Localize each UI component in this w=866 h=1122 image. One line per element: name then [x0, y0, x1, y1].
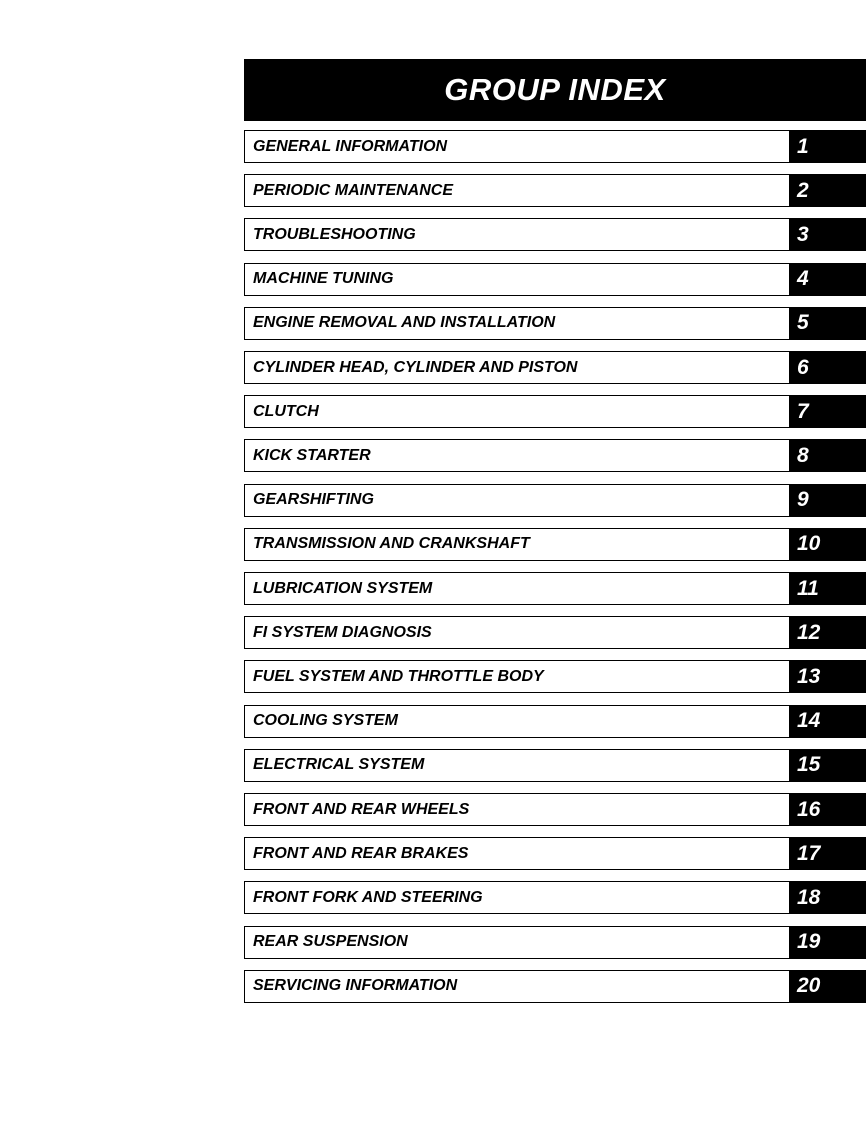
index-number: 3	[797, 222, 809, 246]
index-number-tab	[790, 263, 866, 296]
index-row-clutch[interactable]	[244, 395, 866, 428]
index-row-lubrication[interactable]	[244, 572, 866, 605]
index-number-tab	[790, 395, 866, 428]
index-row-kick-starter[interactable]	[244, 439, 866, 472]
index-number-tab	[790, 660, 866, 693]
index-label: ELECTRICAL SYSTEM	[253, 756, 425, 774]
index-label: FUEL SYSTEM AND THROTTLE BODY	[253, 667, 544, 685]
index-label-box	[244, 174, 790, 207]
index-label-box	[244, 660, 790, 693]
index-label-box	[244, 705, 790, 738]
index-number-tab	[790, 616, 866, 649]
index-number: 9	[797, 488, 809, 512]
index-label-box	[244, 439, 790, 472]
index-row-brakes[interactable]	[244, 837, 866, 870]
index-label: KICK STARTER	[253, 446, 371, 464]
index-label: FRONT AND REAR WHEELS	[253, 800, 470, 818]
index-number: 15	[797, 753, 821, 777]
index-row-fuel-system[interactable]	[244, 660, 866, 693]
index-number: 1	[797, 134, 809, 158]
index-label-box	[244, 793, 790, 826]
index-row-rear-suspension[interactable]	[244, 926, 866, 959]
index-label-box	[244, 218, 790, 251]
index-row-periodic-maintenance[interactable]	[244, 174, 866, 207]
index-label-box	[244, 837, 790, 870]
index-label-box	[244, 970, 790, 1003]
index-label: PERIODIC MAINTENANCE	[253, 181, 454, 199]
index-number-tab	[790, 174, 866, 207]
index-number: 2	[797, 178, 809, 202]
index-label: COOLING SYSTEM	[253, 712, 398, 730]
index-row-transmission[interactable]	[244, 528, 866, 561]
index-label-box	[244, 926, 790, 959]
index-row-cooling-system[interactable]	[244, 705, 866, 738]
index-number: 7	[797, 399, 809, 423]
index-label: GEARSHIFTING	[253, 491, 374, 509]
index-number: 8	[797, 443, 809, 467]
index-number: 18	[797, 885, 821, 909]
index-row-fi-system[interactable]	[244, 616, 866, 649]
index-label-box	[244, 484, 790, 517]
index-number-tab	[790, 572, 866, 605]
index-number-tab	[790, 528, 866, 561]
index-number: 11	[797, 576, 819, 600]
index-label: LUBRICATION SYSTEM	[253, 579, 433, 597]
index-label: MACHINE TUNING	[253, 270, 394, 288]
index-number-tab	[790, 881, 866, 914]
index-label: ENGINE REMOVAL AND INSTALLATION	[253, 314, 556, 332]
index-number-tab	[790, 926, 866, 959]
index-number-tab	[790, 130, 866, 163]
index-number-tab	[790, 749, 866, 782]
index-number: 12	[797, 620, 821, 644]
index-number: 5	[797, 311, 809, 335]
index-label: REAR SUSPENSION	[253, 933, 408, 951]
index-label: TROUBLESHOOTING	[253, 225, 416, 243]
index-label: CLUTCH	[253, 402, 319, 420]
index-row-engine-removal[interactable]	[244, 307, 866, 340]
index-row-gearshifting[interactable]	[244, 484, 866, 517]
index-number: 14	[797, 709, 821, 733]
index-label: FRONT AND REAR BRAKES	[253, 844, 469, 862]
index-number-tab	[790, 793, 866, 826]
index-label: FI SYSTEM DIAGNOSIS	[253, 623, 432, 641]
index-row-general-information[interactable]	[244, 130, 866, 163]
index-row-cylinder-head[interactable]	[244, 351, 866, 384]
index-label: TRANSMISSION AND CRANKSHAFT	[253, 535, 530, 553]
index-row-front-fork[interactable]	[244, 881, 866, 914]
index-number-tab	[790, 307, 866, 340]
index-label-box	[244, 395, 790, 428]
index-number: 10	[797, 532, 821, 556]
group-index-header	[244, 59, 866, 121]
index-label-box	[244, 572, 790, 605]
index-number-tab	[790, 970, 866, 1003]
index-row-servicing-information[interactable]	[244, 970, 866, 1003]
index-number: 19	[797, 930, 821, 954]
index-number: 6	[797, 355, 809, 379]
index-number: 4	[797, 267, 809, 291]
index-number-tab	[790, 439, 866, 472]
index-number: 20	[797, 974, 821, 998]
index-label-box	[244, 616, 790, 649]
index-number: 17	[797, 841, 821, 865]
index-row-wheels[interactable]	[244, 793, 866, 826]
index-label: FRONT FORK AND STEERING	[253, 888, 483, 906]
index-label-box	[244, 881, 790, 914]
index-label: SERVICING INFORMATION	[253, 977, 458, 995]
index-label: CYLINDER HEAD, CYLINDER AND PISTON	[253, 358, 578, 376]
index-label-box	[244, 351, 790, 384]
index-number-tab	[790, 351, 866, 384]
index-number-tab	[790, 484, 866, 517]
index-number-tab	[790, 837, 866, 870]
index-number: 16	[797, 797, 821, 821]
index-label-box	[244, 749, 790, 782]
index-row-electrical-system[interactable]	[244, 749, 866, 782]
index-number-tab	[790, 218, 866, 251]
index-row-troubleshooting[interactable]	[244, 218, 866, 251]
index-label-box	[244, 263, 790, 296]
index-label: GENERAL INFORMATION	[253, 137, 448, 155]
index-number-tab	[790, 705, 866, 738]
index-label-box	[244, 528, 790, 561]
page-title: GROUP INDEX	[444, 72, 666, 107]
index-label-box	[244, 307, 790, 340]
index-label-box	[244, 130, 790, 163]
index-row-machine-tuning[interactable]	[244, 263, 866, 296]
index-number: 13	[797, 664, 821, 688]
